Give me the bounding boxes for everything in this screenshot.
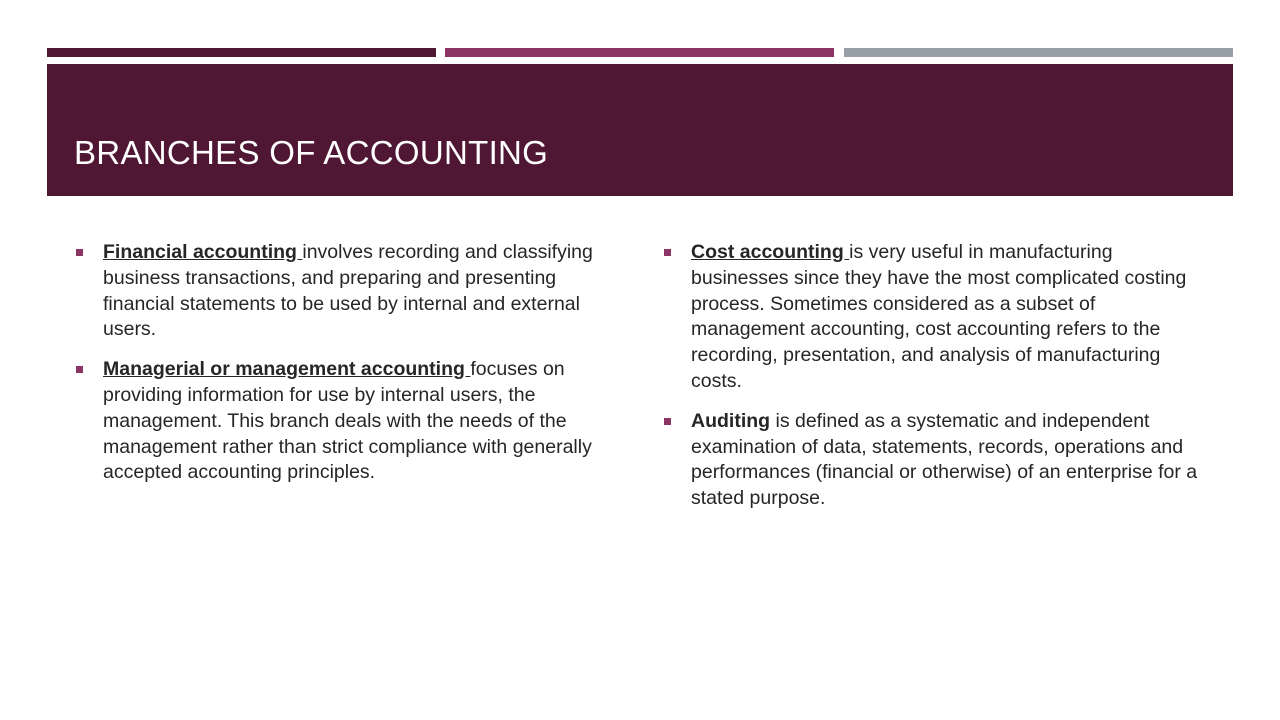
square-bullet-icon bbox=[76, 366, 83, 373]
bullet-text: is very useful in manufacturing businesses since they have the most complicated costing process. Sometimes considered as a subset of management accounting, cost accounting refers to the recording, presentation, and analysis of manufacturing costs. bbox=[691, 241, 1187, 392]
title-band bbox=[47, 64, 1233, 196]
accent-bar-dark bbox=[47, 48, 436, 57]
bullet-cost-accounting bbox=[663, 240, 1211, 395]
bullet-managerial-accounting bbox=[75, 357, 597, 486]
accent-bar-magenta bbox=[445, 48, 834, 57]
square-bullet-icon bbox=[76, 249, 83, 256]
bullet-auditing bbox=[663, 409, 1211, 512]
square-bullet-icon bbox=[664, 418, 671, 425]
bullet-text: is defined as a systematic and independent examination of data, statements, records, operations and performances (financial or otherwise) of an enterprise for a stated purpose. bbox=[691, 409, 1198, 510]
accent-bar-gray bbox=[844, 48, 1233, 57]
left-column bbox=[75, 240, 597, 500]
bullet-text: focuses on providing information for use by internal users, the management. This branch deals with the needs of the management rather than strict compliance with generally accepted accounting principles. bbox=[103, 358, 592, 484]
bullet-term: Auditing bbox=[691, 409, 771, 432]
bullet-term: Cost accounting bbox=[691, 241, 850, 263]
bullet-text: involves recording and classifying business transactions, and preparing and presenting financial statements to be used by internal and external users. bbox=[103, 241, 593, 341]
right-column bbox=[663, 240, 1211, 526]
slide-title: BRANCHES OF ACCOUNTING bbox=[74, 134, 549, 171]
bullet-financial-accounting bbox=[75, 240, 597, 343]
bullet-term: Managerial or management accounting bbox=[103, 358, 471, 381]
bullet-term: Financial accounting bbox=[103, 241, 303, 263]
square-bullet-icon bbox=[664, 249, 671, 256]
